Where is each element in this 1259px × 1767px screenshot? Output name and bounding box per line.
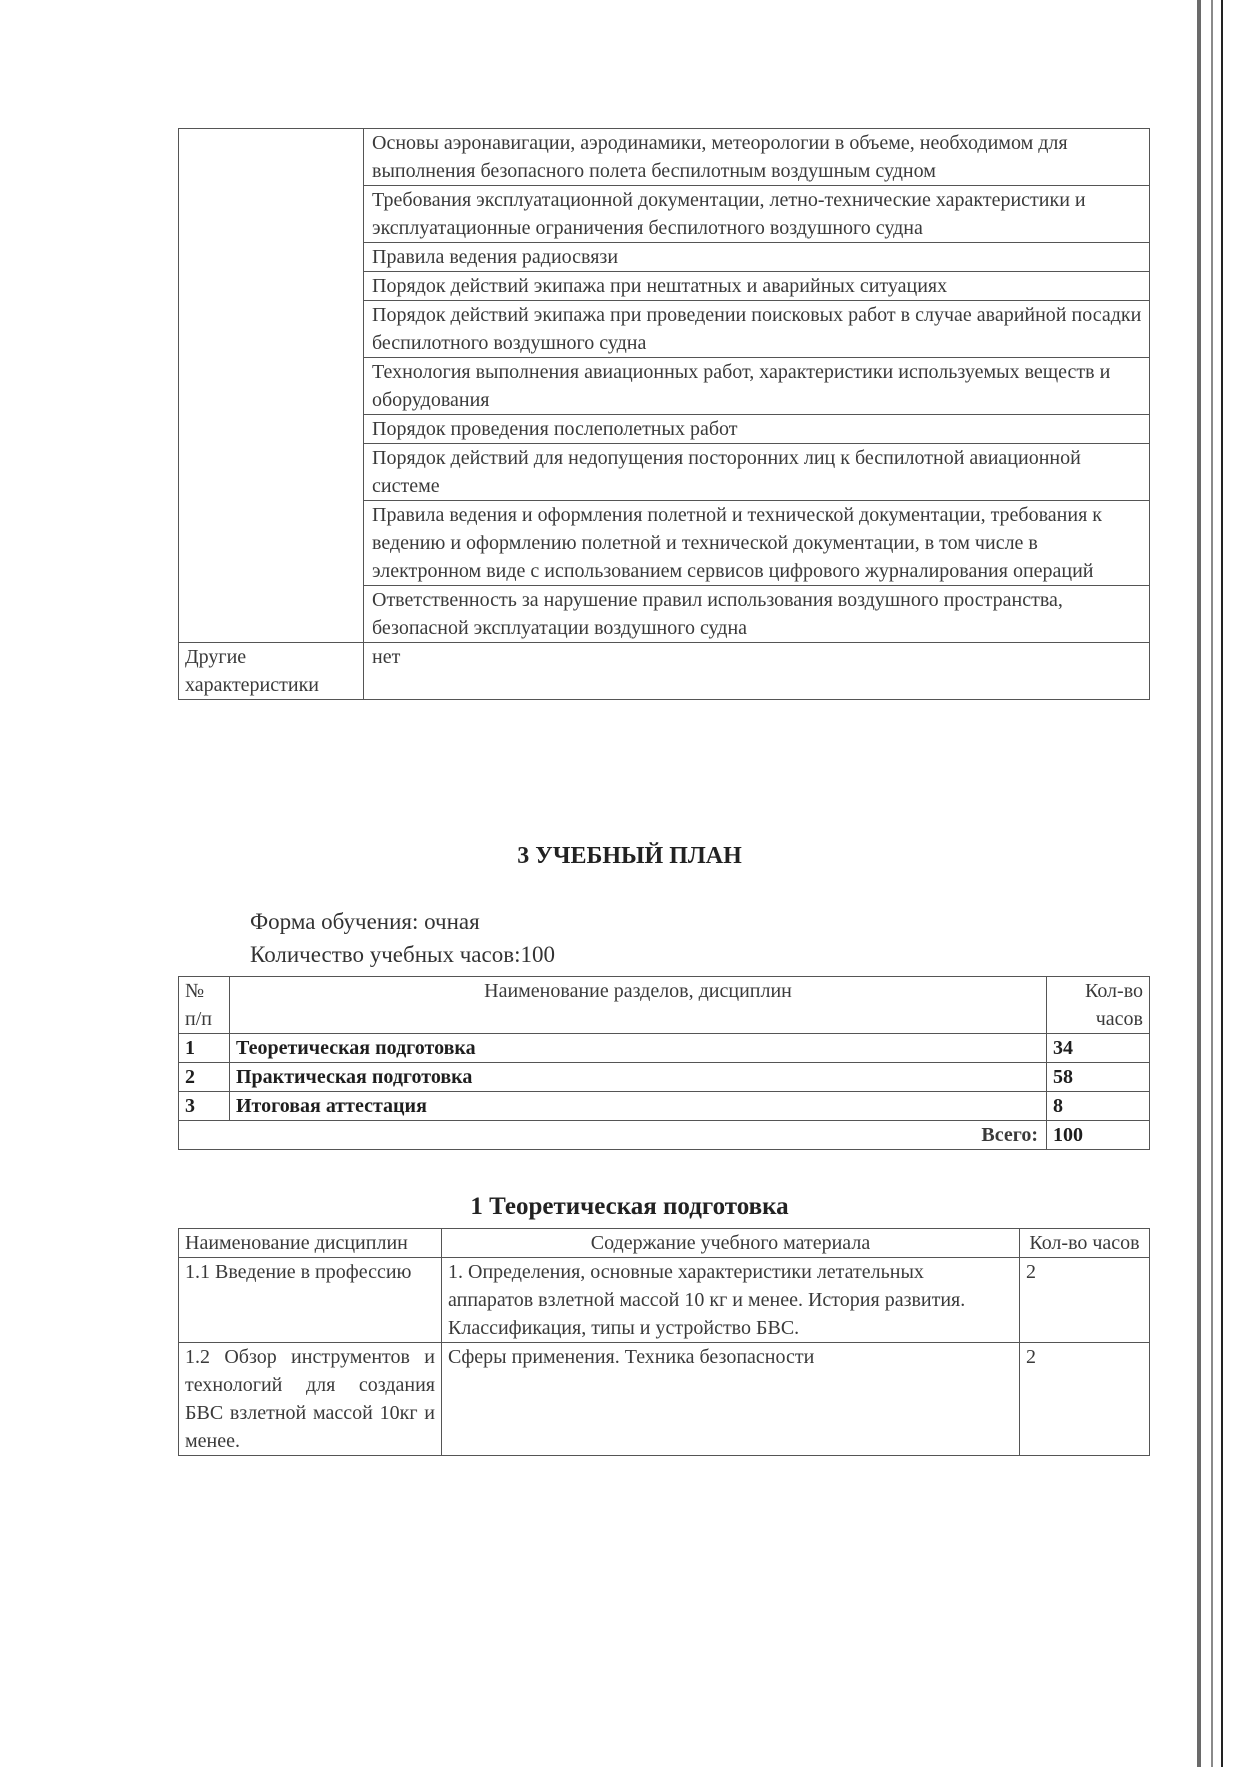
table-header-row [179, 1229, 1150, 1258]
study-plan-table [178, 976, 1150, 1150]
row-hours: 34 [1047, 1034, 1150, 1063]
row-name: Теоретическая подготовка [230, 1034, 1047, 1063]
table-row [179, 129, 1150, 186]
total-label: Всего: [179, 1121, 1047, 1150]
page-edge-line [1211, 0, 1213, 1767]
table-cell: Порядок проведения послеполетных работ [364, 415, 1150, 444]
header-hours: Кол-во часов [1020, 1229, 1150, 1258]
total-row [179, 1121, 1150, 1150]
subsection-heading: 1 Теоретическая подготовка [470, 1193, 789, 1220]
header-discipline: Наименование дисциплин [179, 1229, 442, 1258]
header-num: № п/п [179, 977, 230, 1034]
table-cell: Требования эксплуатационной документации, летно-технические характеристики и эксплуатационные ограничения беспилотного воздушного судна [364, 186, 1150, 243]
header-content: Содержание учебного материала [442, 1229, 1020, 1258]
row-hours: 58 [1047, 1063, 1150, 1092]
header-hours: Кол-во часов [1047, 977, 1150, 1034]
table-row [179, 1092, 1150, 1121]
table-row [179, 1034, 1150, 1063]
row-name: Итоговая аттестация [230, 1092, 1047, 1121]
table-cell: Порядок действий экипажа при проведении поисковых работ в случае аварийной посадки беспилотного воздушного судна [364, 301, 1150, 358]
discipline-name: 1.2 Обзор инструментов и технологий для создания БВС взлетной массой 10кг и менее. [179, 1343, 442, 1456]
page-edge-line [1221, 0, 1223, 1767]
other-value: нет [364, 643, 1150, 700]
other-label: Другие характеристики [179, 643, 364, 700]
discipline-content: 1. Определения, основные характеристики летательных аппаратов взлетной массой 10 кг и менее. История развития. Классификация, типы и устройство БВС. [442, 1258, 1020, 1343]
requirements-table [178, 128, 1150, 700]
table-row [179, 1258, 1150, 1343]
empty-cell [179, 129, 364, 643]
table-header-row [179, 977, 1150, 1034]
table-cell: Правила ведения и оформления полетной и технической документации, требования к ведению и оформлению полетной и технической документации, в том числе в электронном виде с использованием сервисов цифрового журналирования операций [364, 501, 1150, 586]
table-row [179, 1343, 1150, 1456]
row-hours: 8 [1047, 1092, 1150, 1121]
discipline-content: Сферы применения. Техника безопасности [442, 1343, 1020, 1456]
table-cell: Ответственность за нарушение правил использования воздушного пространства, безопасной эксплуатации воздушного судна [364, 586, 1150, 643]
discipline-name: 1.1 Введение в профессию [179, 1258, 442, 1343]
table-cell: Порядок действий экипажа при нештатных и аварийных ситуациях [364, 272, 1150, 301]
table-cell: Технология выполнения авиационных работ, характеристики используемых веществ и оборудования [364, 358, 1150, 415]
table-row [179, 1063, 1150, 1092]
study-form: Форма обучения: очная [250, 909, 480, 934]
study-hours: Количество учебных часов:100 [250, 942, 555, 967]
row-num: 3 [179, 1092, 230, 1121]
row-num: 2 [179, 1063, 230, 1092]
table-row [179, 643, 1150, 700]
section-heading: 3 УЧЕБНЫЙ ПЛАН [517, 843, 742, 869]
table-cell: Порядок действий для недопущения посторонних лиц к беспилотной авиационной системе [364, 444, 1150, 501]
total-value: 100 [1047, 1121, 1150, 1150]
table-cell: Правила ведения радиосвязи [364, 243, 1150, 272]
row-num: 1 [179, 1034, 230, 1063]
discipline-hours: 2 [1020, 1258, 1150, 1343]
discipline-hours: 2 [1020, 1343, 1150, 1456]
page-edge-line [1197, 0, 1201, 1767]
row-name: Практическая подготовка [230, 1063, 1047, 1092]
table-cell: Основы аэронавигации, аэродинамики, метеорологии в объеме, необходимом для выполнения безопасного полета беспилотным воздушным судном [364, 129, 1150, 186]
theory-table [178, 1228, 1150, 1456]
header-name: Наименование разделов, дисциплин [230, 977, 1047, 1034]
